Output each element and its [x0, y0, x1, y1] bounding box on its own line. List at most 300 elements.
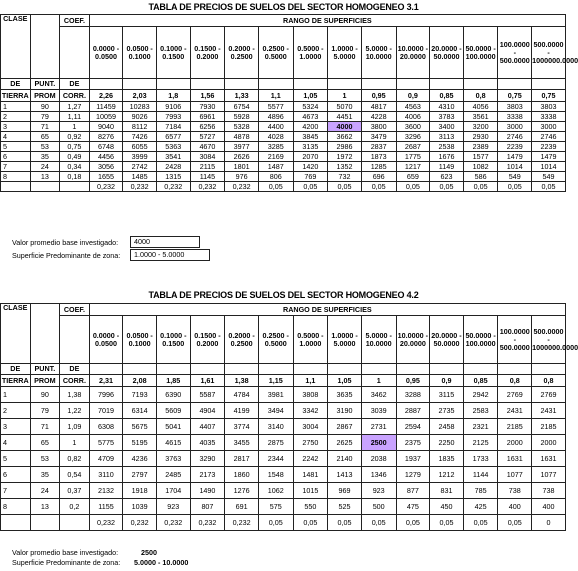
- header-tierra: TIERRA: [1, 90, 29, 100]
- price-cell: 3635: [328, 387, 362, 403]
- price-cell: 1873: [361, 152, 396, 162]
- factor-cell: 0,05: [498, 515, 532, 531]
- header-rango: RANGO DE SUPERFICIES: [89, 15, 565, 27]
- blank-cell: [1, 182, 31, 192]
- price-cell: 6055: [123, 142, 157, 152]
- table-row: [1, 122, 566, 132]
- coef-cell: 1,27: [60, 102, 90, 112]
- price-cell: 3004: [293, 419, 328, 435]
- price-cell: 6961: [190, 112, 225, 122]
- price-cell: 2038: [361, 451, 396, 467]
- header-blank: [225, 364, 259, 375]
- price-cell: 3338: [532, 112, 566, 122]
- range-header: 0.0500 - 0.1000: [123, 316, 157, 364]
- range-header: 50.0000 - 100.0000: [463, 27, 498, 79]
- header-de: DE: [60, 364, 90, 375]
- price-cell: 3113: [430, 132, 464, 142]
- price-cell: 1490: [190, 483, 225, 499]
- table-title: TABLA DE PRECIOS DE SUELOS DEL SECTOR HOMOGENEO 3.1: [148, 2, 419, 12]
- price-cell: 3084: [190, 152, 225, 162]
- factor-cell: 0,05: [396, 182, 430, 192]
- coef-cell: 0,18: [60, 172, 90, 182]
- price-cell: 1655: [89, 172, 123, 182]
- header-blank: [463, 364, 498, 375]
- price-cell: 3135: [293, 142, 328, 152]
- price-cell: 4056: [463, 102, 498, 112]
- punt-cell: 35: [30, 467, 60, 483]
- price-cell: 5775: [89, 435, 123, 451]
- price-cell: 1015: [293, 483, 328, 499]
- price-cell: 1039: [123, 499, 157, 515]
- punt-cell: 53: [30, 142, 60, 152]
- price-cell: 549: [498, 172, 532, 182]
- header-de: DE: [1, 364, 31, 375]
- price-cell: 2746: [498, 132, 532, 142]
- price-cell: 1014: [498, 162, 532, 172]
- price-cell: 2389: [463, 142, 498, 152]
- coef-cell: 0,82: [60, 451, 90, 467]
- punt-cell: 65: [30, 435, 60, 451]
- price-cell: 4709: [89, 451, 123, 467]
- header-blank: [123, 79, 157, 90]
- factor-cell: 0,05: [258, 515, 293, 531]
- price-cell: 4199: [225, 403, 259, 419]
- price-cell: 3803: [532, 102, 566, 112]
- price-cell: 6748: [89, 142, 123, 152]
- price-cell: 5324: [293, 102, 328, 112]
- price-cell: 623: [430, 172, 464, 182]
- price-cell: 1144: [463, 467, 498, 483]
- factor-cell: 0,232: [156, 182, 190, 192]
- price-cell: 5675: [123, 419, 157, 435]
- clase-cell: 2: [1, 112, 31, 122]
- price-cell: 3338: [498, 112, 532, 122]
- factor-cell: 0: [532, 515, 566, 531]
- price-cell: 2887: [396, 403, 430, 419]
- price-cell: 4035: [190, 435, 225, 451]
- price-cell: 1733: [463, 451, 498, 467]
- price-cell: 2875: [258, 435, 293, 451]
- price-cell: 3800: [361, 122, 396, 132]
- price-cell: 4028: [258, 132, 293, 142]
- price-cell: 7193: [123, 387, 157, 403]
- price-cell: 1279: [396, 467, 430, 483]
- table-row: [1, 112, 566, 122]
- coef-cell: 1,09: [60, 419, 90, 435]
- factor-cell: 0,05: [293, 515, 328, 531]
- punt-cell: 65: [30, 132, 60, 142]
- factor-cell: 0,05: [396, 515, 430, 531]
- price-cell: 976: [225, 172, 259, 182]
- coef-cell: 0,2: [60, 499, 90, 515]
- range-header: 5.0000 - 10.0000: [361, 27, 396, 79]
- range-header: 1.0000 - 5.0000: [328, 316, 362, 364]
- header-blank: [225, 79, 259, 90]
- header-spacer: [60, 316, 90, 364]
- factor-cell: 0,232: [89, 515, 123, 531]
- price-cell: 2239: [532, 142, 566, 152]
- price-cell: 2485: [156, 467, 190, 483]
- price-cell: 4563: [396, 102, 430, 112]
- price-cell: 3455: [225, 435, 259, 451]
- price-cell: 691: [225, 499, 259, 515]
- price-table: [0, 303, 578, 531]
- price-cell: 1346: [361, 467, 396, 483]
- price-cell: 3662: [328, 132, 362, 142]
- coef-cell: 0,8: [463, 90, 498, 102]
- range-header: 0.2500 - 0.5000: [258, 27, 293, 79]
- price-cell: 3400: [430, 122, 464, 132]
- price-cell: 7993: [156, 112, 190, 122]
- range-header: 50.0000 - 100.0000: [463, 316, 498, 364]
- coef-cell: 0,9: [396, 90, 430, 102]
- coef-cell: 1,11: [60, 112, 90, 122]
- price-cell: 1276: [225, 483, 259, 499]
- price-cell: 1014: [532, 162, 566, 172]
- punt-cell: 90: [30, 387, 60, 403]
- price-cell: 1485: [123, 172, 157, 182]
- clase-cell: 3: [1, 419, 31, 435]
- price-cell: 2797: [123, 467, 157, 483]
- superficie-value: 5.0000 - 10.0000: [134, 558, 189, 567]
- price-cell: 2458: [430, 419, 464, 435]
- price-cell: 877: [396, 483, 430, 499]
- clase-cell: 4: [1, 435, 31, 451]
- coef-cell: 0,75: [532, 90, 566, 102]
- price-cell: 2837: [361, 142, 396, 152]
- price-cell: 7019: [89, 403, 123, 419]
- price-cell: 3845: [293, 132, 328, 142]
- table-row: [1, 132, 566, 142]
- price-cell: 525: [328, 499, 362, 515]
- punt-cell: 24: [30, 162, 60, 172]
- price-cell: 2070: [293, 152, 328, 162]
- coef-cell: 0,85: [463, 375, 498, 387]
- price-cell: 3999: [123, 152, 157, 162]
- price-cell: 400: [532, 499, 566, 515]
- price-cell: 785: [463, 483, 498, 499]
- range-header: 0.2000 - 0.2500: [225, 27, 259, 79]
- coef-cell: 1,1: [258, 90, 293, 102]
- blank-cell: [30, 515, 60, 531]
- header-blank: [430, 79, 464, 90]
- superficie-label: Superficie Predominante de zona:: [12, 251, 121, 260]
- price-cell: 2750: [293, 435, 328, 451]
- table-row: [1, 483, 566, 499]
- price-cell: 1704: [156, 483, 190, 499]
- coef-cell: 0,95: [361, 90, 396, 102]
- price-cell: 4000: [328, 122, 362, 132]
- factor-cell: 0,05: [498, 182, 532, 192]
- price-cell: 5727: [190, 132, 225, 142]
- price-cell: 1077: [498, 467, 532, 483]
- header-blank: [532, 79, 566, 90]
- range-header: 0.1500 - 0.2000: [190, 316, 225, 364]
- coef-cell: 0,9: [430, 375, 464, 387]
- header-corr: CORR.: [60, 375, 90, 387]
- price-cell: 1145: [190, 172, 225, 182]
- table-row: [1, 152, 566, 162]
- range-header: 500.0000 - 1000000.0000: [532, 316, 566, 364]
- header-blank: [258, 364, 293, 375]
- price-cell: 1775: [396, 152, 430, 162]
- table-title: TABLA DE PRECIOS DE SUELOS DEL SECTOR HOMOGENEO 4.2: [148, 290, 419, 300]
- coef-cell: 0,8: [532, 375, 566, 387]
- clase-cell: 5: [1, 451, 31, 467]
- price-cell: 3342: [293, 403, 328, 419]
- price-cell: 1420: [293, 162, 328, 172]
- header-punt: PUNT.: [30, 364, 60, 375]
- price-cell: 2321: [463, 419, 498, 435]
- header-blank: [293, 364, 328, 375]
- factor-cell: 0,232: [156, 515, 190, 531]
- blank-cell: [1, 515, 31, 531]
- price-cell: 2769: [532, 387, 566, 403]
- range-header: 100.0000 - 500.0000: [498, 316, 532, 364]
- punt-cell: 79: [30, 112, 60, 122]
- price-cell: 1676: [430, 152, 464, 162]
- price-cell: 4451: [328, 112, 362, 122]
- coef-cell: 1,05: [328, 375, 362, 387]
- price-cell: 1155: [89, 499, 123, 515]
- price-cell: 3290: [190, 451, 225, 467]
- superficie-value: 1.0000 - 5.0000: [130, 249, 210, 261]
- price-cell: 2731: [361, 419, 396, 435]
- price-cell: 2185: [498, 419, 532, 435]
- price-cell: 3774: [225, 419, 259, 435]
- punt-cell: 35: [30, 152, 60, 162]
- coef-cell: 1: [328, 90, 362, 102]
- price-cell: 3288: [396, 387, 430, 403]
- price-cell: 2428: [156, 162, 190, 172]
- price-cell: 10283: [123, 102, 157, 112]
- price-cell: 3190: [328, 403, 362, 419]
- range-header: 0.0000 - 0.0500: [89, 27, 123, 79]
- header-spacer: [30, 316, 60, 364]
- header-blank: [258, 79, 293, 90]
- range-header: 0.1000 - 0.1500: [156, 316, 190, 364]
- factor-cell: 0,05: [463, 515, 498, 531]
- price-cell: 400: [498, 499, 532, 515]
- price-cell: 7930: [190, 102, 225, 112]
- price-cell: 1631: [498, 451, 532, 467]
- price-cell: 6577: [156, 132, 190, 142]
- header-blank: [361, 79, 396, 90]
- range-header: 0.2500 - 0.5000: [258, 316, 293, 364]
- header-blank: [328, 364, 362, 375]
- price-cell: 3285: [258, 142, 293, 152]
- range-header: 0.2000 - 0.2500: [225, 316, 259, 364]
- range-header: 5.0000 - 10.0000: [361, 316, 396, 364]
- table-section-2: [0, 285, 578, 571]
- price-cell: 3110: [89, 467, 123, 483]
- price-cell: 425: [463, 499, 498, 515]
- header-corr: CORR.: [60, 90, 90, 102]
- price-cell: 10059: [89, 112, 123, 122]
- price-cell: 1082: [463, 162, 498, 172]
- header-spacer: [30, 304, 60, 316]
- price-cell: 3803: [498, 102, 532, 112]
- factor-cell: 0,05: [258, 182, 293, 192]
- price-cell: 1062: [258, 483, 293, 499]
- header-blank: [156, 79, 190, 90]
- price-cell: 1548: [258, 467, 293, 483]
- header-blank: [89, 364, 123, 375]
- coef-cell: 1,61: [190, 375, 225, 387]
- coef-cell: 0,92: [60, 132, 90, 142]
- price-cell: 923: [156, 499, 190, 515]
- price-cell: 1481: [293, 467, 328, 483]
- header-blank: [361, 364, 396, 375]
- price-cell: 923: [361, 483, 396, 499]
- factor-cell: 0,05: [361, 515, 396, 531]
- price-cell: 2125: [463, 435, 498, 451]
- coef-cell: 0,8: [498, 375, 532, 387]
- coef-cell: 1,22: [60, 403, 90, 419]
- price-cell: 500: [361, 499, 396, 515]
- price-cell: 3296: [396, 132, 430, 142]
- price-cell: 2687: [396, 142, 430, 152]
- price-cell: 738: [532, 483, 566, 499]
- price-cell: 1631: [532, 451, 566, 467]
- price-cell: 2169: [258, 152, 293, 162]
- price-cell: 659: [396, 172, 430, 182]
- price-cell: 2746: [532, 132, 566, 142]
- clase-cell: 6: [1, 152, 31, 162]
- header-tierra: TIERRA: [1, 375, 29, 385]
- price-cell: 4896: [258, 112, 293, 122]
- price-cell: 6754: [225, 102, 259, 112]
- price-cell: 4006: [396, 112, 430, 122]
- price-cell: 2867: [328, 419, 362, 435]
- price-cell: 575: [258, 499, 293, 515]
- coef-cell: 2,31: [89, 375, 123, 387]
- price-cell: 3479: [361, 132, 396, 142]
- coef-cell: 2,08: [123, 375, 157, 387]
- header-spacer: [60, 27, 90, 79]
- price-cell: 3000: [498, 122, 532, 132]
- factor-cell: 0,05: [293, 182, 328, 192]
- range-header: 100.0000 - 500.0000: [498, 27, 532, 79]
- price-cell: 1479: [532, 152, 566, 162]
- price-cell: 4904: [190, 403, 225, 419]
- price-cell: 5609: [156, 403, 190, 419]
- price-cell: 2625: [328, 435, 362, 451]
- factor-cell: 0,05: [328, 182, 362, 192]
- blank-cell: [60, 515, 90, 531]
- coef-cell: 1: [60, 435, 90, 451]
- price-cell: 2000: [498, 435, 532, 451]
- price-cell: 9106: [156, 102, 190, 112]
- price-cell: 5577: [258, 102, 293, 112]
- valor-value: 4000: [130, 236, 200, 248]
- price-cell: 3541: [156, 152, 190, 162]
- superficie-label: Superficie Predominante de zona:: [12, 558, 121, 567]
- clase-cell: 7: [1, 162, 31, 172]
- price-cell: 3200: [463, 122, 498, 132]
- price-cell: 11459: [89, 102, 123, 112]
- price-cell: 3000: [532, 122, 566, 132]
- header-blank: [463, 79, 498, 90]
- range-header: 1.0000 - 5.0000: [328, 27, 362, 79]
- coef-cell: 1,38: [225, 375, 259, 387]
- header-blank: [190, 364, 225, 375]
- price-cell: 549: [532, 172, 566, 182]
- price-cell: 2583: [463, 403, 498, 419]
- range-header: 20.0000 - 50.0000: [430, 27, 464, 79]
- price-cell: 5070: [328, 102, 362, 112]
- price-cell: 8276: [89, 132, 123, 142]
- range-header: 10.0000 - 20.0000: [396, 316, 430, 364]
- price-cell: 7184: [156, 122, 190, 132]
- price-cell: 3981: [258, 387, 293, 403]
- price-cell: 2431: [498, 403, 532, 419]
- clase-cell: 8: [1, 499, 31, 515]
- price-cell: 2000: [532, 435, 566, 451]
- price-cell: 2942: [463, 387, 498, 403]
- price-cell: 4310: [430, 102, 464, 112]
- price-cell: 586: [463, 172, 498, 182]
- clase-cell: 3: [1, 122, 31, 132]
- price-cell: 5928: [225, 112, 259, 122]
- price-cell: 2115: [190, 162, 225, 172]
- price-cell: 1315: [156, 172, 190, 182]
- header-de: DE: [60, 79, 90, 90]
- clase-cell: 8: [1, 172, 31, 182]
- header-blank: [328, 79, 362, 90]
- table-row: [1, 451, 566, 467]
- price-cell: 4200: [293, 122, 328, 132]
- price-cell: 9040: [89, 122, 123, 132]
- coef-cell: 1,33: [225, 90, 259, 102]
- price-table: [0, 14, 578, 192]
- price-cell: 4456: [89, 152, 123, 162]
- coef-cell: 0,95: [396, 375, 430, 387]
- coef-cell: 1,15: [258, 375, 293, 387]
- price-cell: 1577: [463, 152, 498, 162]
- factor-cell: 0,232: [225, 182, 259, 192]
- price-cell: 1212: [430, 467, 464, 483]
- price-cell: 769: [293, 172, 328, 182]
- range-header: 0.5000 - 1.0000: [293, 316, 328, 364]
- blank-cell: [60, 182, 90, 192]
- price-cell: 3561: [463, 112, 498, 122]
- price-cell: 9026: [123, 112, 157, 122]
- range-header: 0.5000 - 1.0000: [293, 27, 328, 79]
- header-blank: [123, 364, 157, 375]
- range-header: 0.1000 - 0.1500: [156, 27, 190, 79]
- price-cell: 6308: [89, 419, 123, 435]
- header-blank: [293, 79, 328, 90]
- coef-cell: 1: [60, 122, 90, 132]
- price-cell: 6390: [156, 387, 190, 403]
- punt-cell: 24: [30, 483, 60, 499]
- clase-cell: 1: [1, 387, 31, 403]
- price-cell: 2930: [463, 132, 498, 142]
- punt-cell: 90: [30, 102, 60, 112]
- header-blank: [532, 364, 566, 375]
- price-cell: 7996: [89, 387, 123, 403]
- price-cell: 2538: [430, 142, 464, 152]
- range-header: 500.0000 - 1000000.0000: [532, 27, 566, 79]
- price-cell: 2817: [225, 451, 259, 467]
- price-cell: 1352: [328, 162, 362, 172]
- clase-cell: 4: [1, 132, 31, 142]
- price-cell: 738: [498, 483, 532, 499]
- table-row: [1, 435, 566, 451]
- header-coef: COEF.: [60, 304, 90, 316]
- coef-cell: 0,54: [60, 467, 90, 483]
